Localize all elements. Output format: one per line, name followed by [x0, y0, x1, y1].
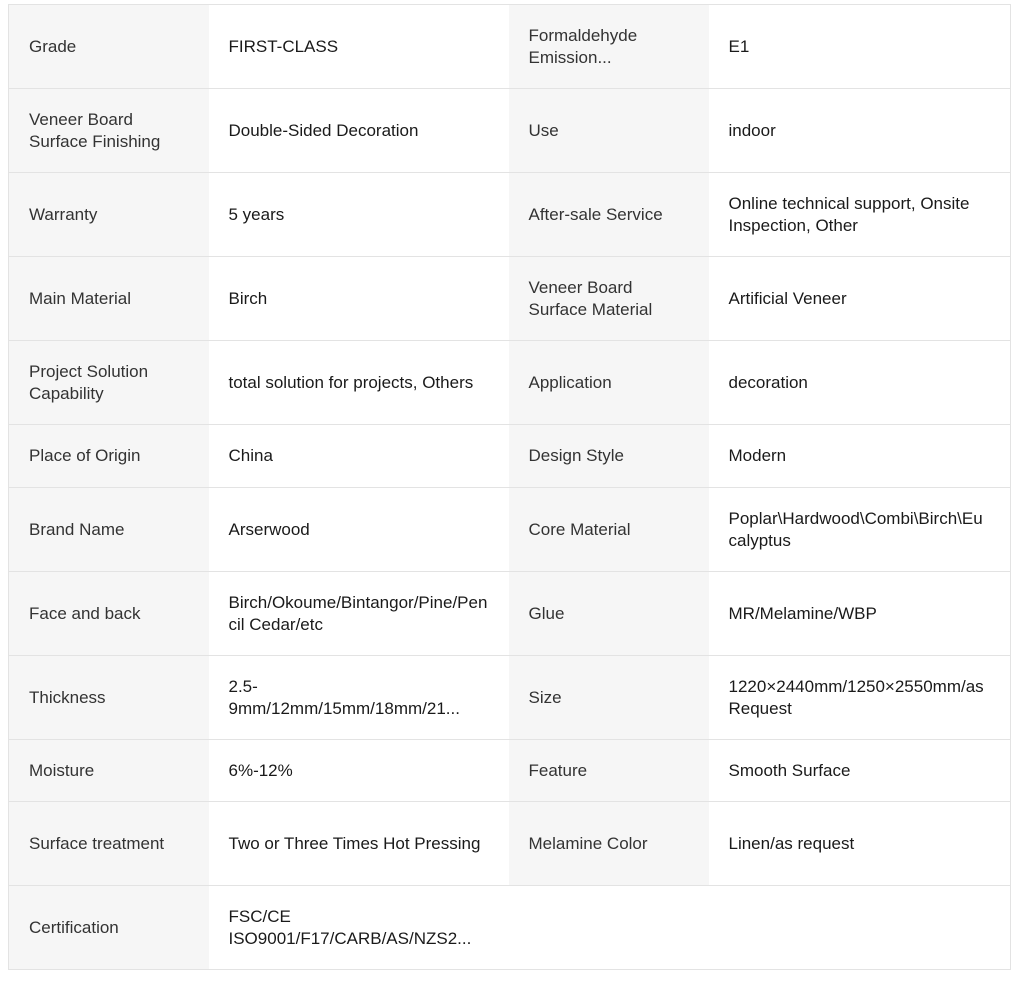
spec-label: Place of Origin	[9, 425, 209, 488]
spec-label: Project Solution Capability	[9, 341, 209, 425]
spec-value: Birch	[209, 257, 509, 341]
spec-label: Melamine Color	[509, 802, 709, 886]
table-row	[9, 656, 1011, 740]
spec-label: Moisture	[9, 740, 209, 802]
table-row	[9, 488, 1011, 572]
spec-table	[8, 4, 1011, 970]
empty-cell	[709, 886, 1011, 970]
spec-value: indoor	[709, 89, 1011, 173]
table-row	[9, 572, 1011, 656]
spec-label: Thickness	[9, 656, 209, 740]
spec-label: Brand Name	[9, 488, 209, 572]
spec-label: Design Style	[509, 425, 709, 488]
table-row	[9, 257, 1011, 341]
spec-value: Two or Three Times Hot Pressing	[209, 802, 509, 886]
spec-label: Veneer Board Surface Finishing	[9, 89, 209, 173]
table-row	[9, 173, 1011, 257]
spec-value: China	[209, 425, 509, 488]
spec-label: Use	[509, 89, 709, 173]
spec-label: Grade	[9, 5, 209, 89]
spec-value: Online technical support, Onsite Inspection, Other	[709, 173, 1011, 257]
table-row	[9, 341, 1011, 425]
spec-label: Certification	[9, 886, 209, 970]
spec-label: Size	[509, 656, 709, 740]
spec-label: Veneer Board Surface Material	[509, 257, 709, 341]
spec-label: Face and back	[9, 572, 209, 656]
spec-value: 6%-12%	[209, 740, 509, 802]
spec-value: decoration	[709, 341, 1011, 425]
table-row	[9, 425, 1011, 488]
table-row	[9, 5, 1011, 89]
spec-value: E1	[709, 5, 1011, 89]
spec-value: MR/Melamine/WBP	[709, 572, 1011, 656]
spec-label: Glue	[509, 572, 709, 656]
spec-label	[509, 5, 709, 89]
spec-label: Application	[509, 341, 709, 425]
spec-label: Warranty	[9, 173, 209, 257]
spec-value-text: FSC/CE ISO9001/F17/CARB/AS/NZS2...	[228, 906, 472, 948]
spec-value: Linen/as request	[709, 802, 1011, 886]
spec-label: Feature	[509, 740, 709, 802]
spec-label: Surface treatment	[9, 802, 209, 886]
spec-value: Double-Sided Decoration	[209, 89, 509, 173]
spec-value: Artificial Veneer	[709, 257, 1011, 341]
table-row	[9, 89, 1011, 173]
table-row	[9, 802, 1011, 886]
table-row	[9, 886, 1011, 970]
spec-value	[209, 886, 509, 970]
empty-cell	[509, 886, 709, 970]
spec-value: FIRST-CLASS	[209, 5, 509, 89]
spec-value: Modern	[709, 425, 1011, 488]
spec-label-text: Formaldehyde Emission...	[528, 25, 638, 67]
spec-label: Core Material	[509, 488, 709, 572]
spec-value-text: 2.5-9mm/12mm/15mm/18mm/21...	[228, 676, 460, 718]
spec-value: 1220×2440mm/1250×2550mm/as Request	[709, 656, 1011, 740]
spec-value: Poplar\Hardwood\Combi\Birch\Eucalyptus	[709, 488, 1011, 572]
spec-label: After-sale Service	[509, 173, 709, 257]
spec-value	[209, 656, 509, 740]
spec-value: Smooth Surface	[709, 740, 1011, 802]
spec-label: Main Material	[9, 257, 209, 341]
spec-value: Birch/Okoume/Bintangor/Pine/Pencil Cedar/etc	[209, 572, 509, 656]
spec-value: total solution for projects, Others	[209, 341, 509, 425]
spec-value: Arserwood	[209, 488, 509, 572]
table-row	[9, 740, 1011, 802]
spec-value: 5 years	[209, 173, 509, 257]
